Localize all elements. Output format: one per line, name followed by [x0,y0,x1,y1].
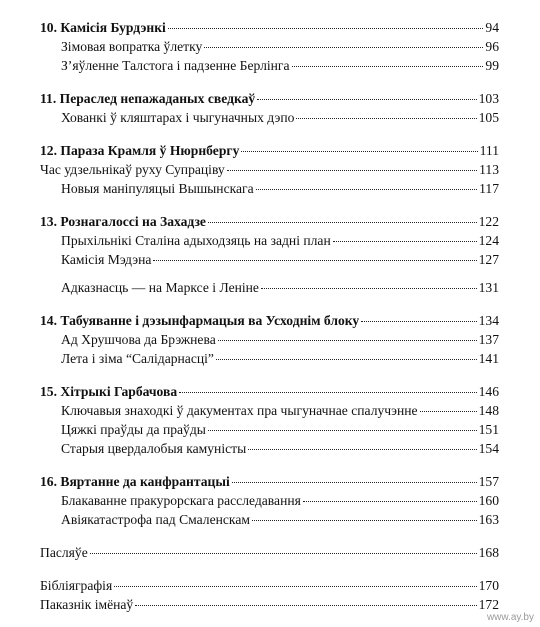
toc-chapter[interactable] [40,382,499,401]
toc-entry[interactable] [40,491,499,510]
entry-title: Новыя маніпуляцыі Вышынскага [61,181,254,196]
dot-leader [208,430,477,431]
toc-entry[interactable] [40,439,499,458]
spacer [40,529,499,543]
dot-leader [361,321,476,322]
chapter-title: 13. Рознагалоссі на Захадзе [40,214,206,229]
page-number: 148 [478,403,499,418]
spacer [40,75,499,89]
toc-entry[interactable] [40,349,499,368]
dot-leader [261,288,477,289]
page-number: 154 [478,441,499,456]
toc-chapter[interactable] [40,89,499,108]
toc-entry[interactable] [40,401,499,420]
chapter-title: 15. Хітрыкі Гарбачова [40,384,178,399]
toc-chapter[interactable] [40,472,499,491]
toc-entry[interactable] [40,37,499,56]
spacer [40,562,499,576]
spacer [40,127,499,141]
dot-leader [168,28,484,29]
toc-backmatter-entry[interactable] [40,543,499,562]
spacer [40,368,499,382]
dot-leader [303,501,477,502]
spacer [40,198,499,212]
entry-title: Паказнік імёнаў [40,597,134,612]
dot-leader [216,359,477,360]
page-number: 113 [479,162,499,177]
dot-leader [227,170,477,171]
dot-leader [179,392,476,393]
toc-entry[interactable] [40,420,499,439]
page-number: 131 [478,280,499,295]
dot-leader [135,605,476,606]
dot-leader [114,586,476,587]
toc-chapter[interactable] [40,311,499,330]
dot-leader [292,66,484,67]
page-number: 117 [479,181,499,196]
toc-entry[interactable] [40,510,499,529]
entry-title: Прыхільнікі Сталіна адыходзяць на задні план [61,233,331,248]
toc-chapter[interactable] [40,18,499,37]
page-number: 127 [478,252,499,267]
toc-entry[interactable] [40,108,499,127]
dot-leader [90,553,477,554]
dot-leader [256,189,477,190]
entry-title: Хованкі ў кляштарах і чыгуначных дэпо [61,110,295,125]
entry-title: Блакаванне пракурорскага расследавання [61,493,301,508]
dot-leader [296,118,476,119]
toc-entry[interactable] [40,278,499,297]
dot-leader [218,340,477,341]
toc-backmatter-entry[interactable] [40,576,499,595]
page-number: 105 [478,110,499,125]
entry-title: Лета і зіма “Салідарнасці” [61,351,214,366]
chapter-title: 11. Пераслед непажаданых сведкаў [40,91,256,106]
page-number: 157 [478,474,499,489]
spacer [40,269,499,278]
toc-chapter[interactable] [40,212,499,231]
page-number: 134 [478,313,499,328]
toc-entry[interactable] [40,330,499,349]
toc-entry[interactable] [40,250,499,269]
dot-leader [208,222,477,223]
page-number: 103 [478,91,499,106]
page-number: 111 [479,143,499,158]
page-number: 94 [485,20,499,35]
dot-leader [420,411,477,412]
dot-leader [248,449,476,450]
toc-chapter[interactable] [40,141,499,160]
entry-title: Адказнасць — на Марксе і Леніне [61,280,259,295]
toc-entry[interactable] [40,160,499,179]
dot-leader [153,260,476,261]
page-number: 124 [478,233,499,248]
dot-leader [252,520,477,521]
entry-title: Зімовая вопратка ўлетку [61,39,203,54]
dot-leader [204,47,483,48]
entry-title: Старыя цвердалобыя камуністы [61,441,247,456]
watermark: www.ay.by [486,612,534,623]
entry-title: Ад Хрушчова да Брэжнева [61,332,216,347]
entry-title: Цяжкі праўды да праўды [61,422,206,437]
page-number: 137 [478,332,499,347]
chapter-title: 12. Параза Крамля ў Нюрнбергу [40,143,240,158]
page-number: 170 [478,578,499,593]
entry-title: Час удзельнікаў руху Супраціву [40,162,225,177]
toc-entry[interactable] [40,56,499,75]
toc-backmatter-entry[interactable] [40,595,499,614]
dot-leader [257,99,476,100]
dot-leader [333,241,477,242]
spacer [40,458,499,472]
entry-title: Пасляўе [40,545,88,560]
toc-entry[interactable] [40,231,499,250]
page-number: 96 [485,39,499,54]
page-number: 168 [478,545,499,560]
page-number: 163 [478,512,499,527]
entry-title: З’яўленне Талстога і падзенне Берлінга [61,58,290,73]
entry-title: Авіякатастрофа пад Смаленскам [61,512,250,527]
chapter-title: 16. Вяртанне да канфрантацыі [40,474,230,489]
page-number: 172 [478,597,499,612]
dot-leader [241,151,477,152]
toc-entry[interactable] [40,179,499,198]
entry-title: Ключавыя знаходкі ў дакументах пра чыгуначнае спалучэнне [61,403,418,418]
page-number: 160 [478,493,499,508]
page-number: 99 [485,58,499,73]
dot-leader [232,482,477,483]
chapter-title: 10. Камісія Бурдэнкі [40,20,166,35]
page-number: 151 [478,422,499,437]
page-number: 146 [478,384,499,399]
page-number: 122 [478,214,499,229]
spacer [40,297,499,311]
chapter-title: 14. Табуяванне і дэзынфармацыя ва Усходнім блоку [40,313,360,328]
entry-title: Бібліяграфія [40,578,113,593]
table-of-contents [40,18,499,614]
page-number: 141 [478,351,499,366]
entry-title: Камісія Мэдэна [61,252,152,267]
